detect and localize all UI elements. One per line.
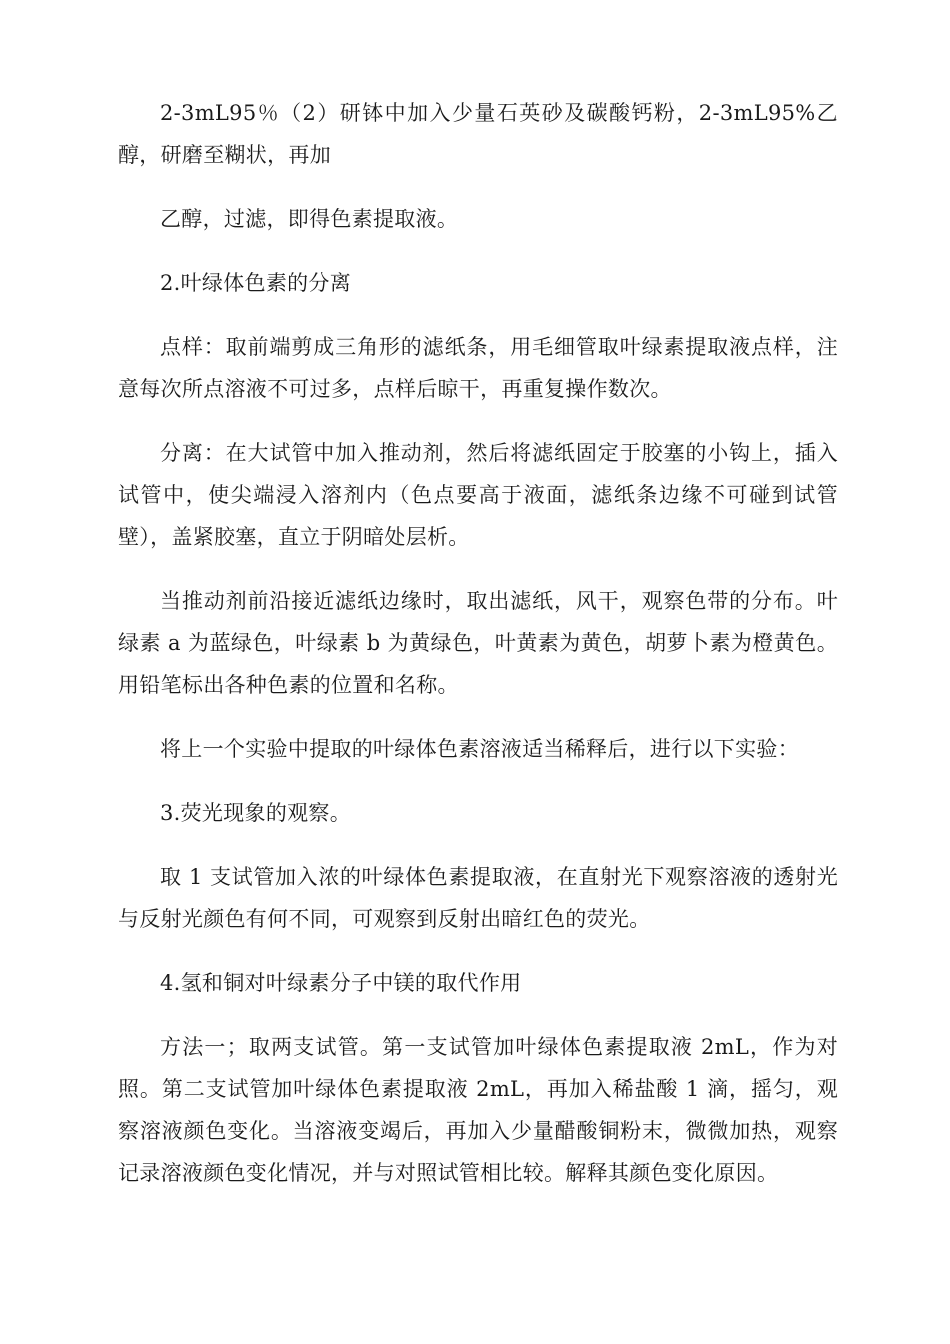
paragraph-dilution: 将上一个实验中提取的叶绿体色素溶液适当稀释后，进行以下实验： <box>160 737 799 761</box>
paragraph-method-one: 方法一；取两支试管。第一支试管加叶绿体色素提取液 2mL，作为对照。第二支试管加叶绿体色素提取液 2mL，再加入稀盐酸 1 滴，摇匀，观察溶液颜色变化。当溶液变竭后，再加入少量醋酸铜粉末，微微加热，观察记录溶液颜色变化情况，并与对照试管相比较。解释其颜色变化原因。 <box>118 1035 838 1185</box>
section-heading-substitution: 4.氢和铜对叶绿素分子中镁的取代作用 <box>160 971 522 995</box>
document-body <box>118 92 838 1216</box>
paragraph-reagent-prep: 2-3mL95％（2）研钵中加入少量石英砂及碳酸钙粉，2-3mL95%乙醇，研磨至糊状，再加 <box>118 101 838 167</box>
paragraph-observation: 当推动剂前沿接近滤纸边缘时，取出滤纸，风干，观察色带的分布。叶绿素 a 为蓝绿色，叶绿素 b 为黄绿色，叶黄素为黄色，胡萝卜素为橙黄色。用铅笔标出各种色素的位置和名称。 <box>118 589 838 697</box>
paragraph-filter-extract: 乙醇，过滤，即得色素提取液。 <box>160 207 459 231</box>
paragraph-fluorescence: 取 1 支试管加入浓的叶绿体色素提取液，在直射光下观察溶液的透射光与反射光颜色有何不同，可观察到反射出暗红色的荧光。 <box>118 865 838 931</box>
paragraph-separation: 分离：在大试管中加入推动剂，然后将滤纸固定于胶塞的小钩上，插入试管中，使尖端浸入溶剂内（色点要高于液面，滤纸条边缘不可碰到试管壁），盖紧胶塞，直立于阴暗处层析。 <box>118 441 838 549</box>
section-heading-separation: 2.叶绿体色素的分离 <box>160 271 352 295</box>
paragraph-spotting: 点样：取前端剪成三角形的滤纸条，用毛细管取叶绿素提取液点样，注意每次所点溶液不可过多，点样后晾干，再重复操作数次。 <box>118 335 838 401</box>
section-heading-fluorescence: 3.荧光现象的观察。 <box>160 801 352 825</box>
